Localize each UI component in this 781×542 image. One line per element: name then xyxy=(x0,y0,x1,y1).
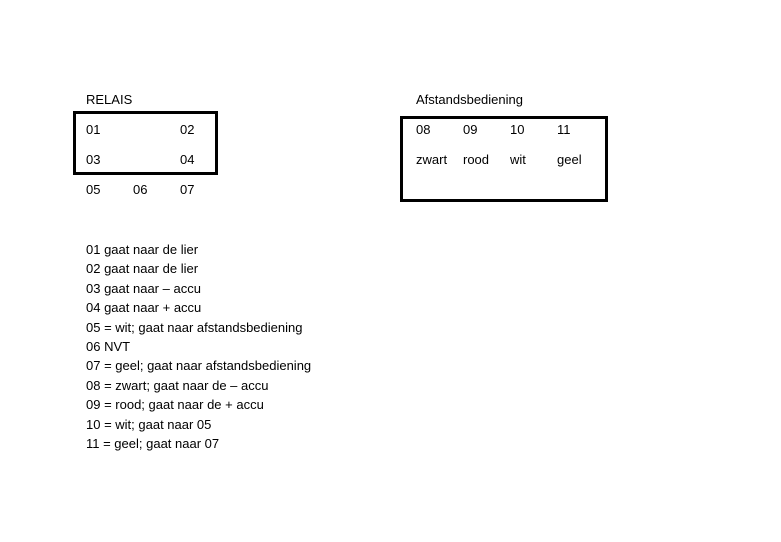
afstandsbediening-pin-08: 08 xyxy=(416,122,431,137)
note-06: 06 NVT xyxy=(86,338,131,354)
note-02: 02 gaat naar de lier xyxy=(86,261,199,277)
afstandsbediening-color-10: wit xyxy=(510,152,526,167)
afstandsbediening-pin-09: 09 xyxy=(463,122,478,137)
relais-title: RELAIS xyxy=(86,92,133,107)
relais-pin-06: 06 xyxy=(133,182,148,197)
afstandsbediening-color-11: geel xyxy=(557,152,582,167)
note-03: 03 gaat naar – accu xyxy=(86,280,201,296)
relais-pin-07: 07 xyxy=(180,182,195,197)
afstandsbediening-title: Afstandsbediening xyxy=(416,92,523,107)
relais-pin-02: 02 xyxy=(180,122,195,137)
relais-pin-03: 03 xyxy=(86,152,101,167)
relais-pin-05: 05 xyxy=(86,182,101,197)
afstandsbediening-pin-11: 11 xyxy=(557,122,571,137)
note-05: 05 = wit; gaat naar afstandsbediening xyxy=(86,319,303,335)
relais-pin-04: 04 xyxy=(180,152,195,167)
note-04: 04 gaat naar + accu xyxy=(86,300,202,316)
afstandsbediening-pin-10: 10 xyxy=(510,122,525,137)
afstandsbediening-color-08: zwart xyxy=(416,152,448,167)
note-07: 07 = geel; gaat naar afstandsbediening xyxy=(86,358,312,374)
relais-pin-01: 01 xyxy=(86,122,101,137)
note-10: 10 = wit; gaat naar 05 xyxy=(86,416,212,432)
wiring-notes xyxy=(86,240,311,453)
note-08: 08 = zwart; gaat naar de – accu xyxy=(86,377,269,393)
note-09: 09 = rood; gaat naar de + accu xyxy=(86,397,264,413)
note-11: 11 = geel; gaat naar 07 xyxy=(86,435,220,451)
note-01: 01 gaat naar de lier xyxy=(86,242,199,257)
afstandsbediening-color-09: rood xyxy=(463,152,490,167)
